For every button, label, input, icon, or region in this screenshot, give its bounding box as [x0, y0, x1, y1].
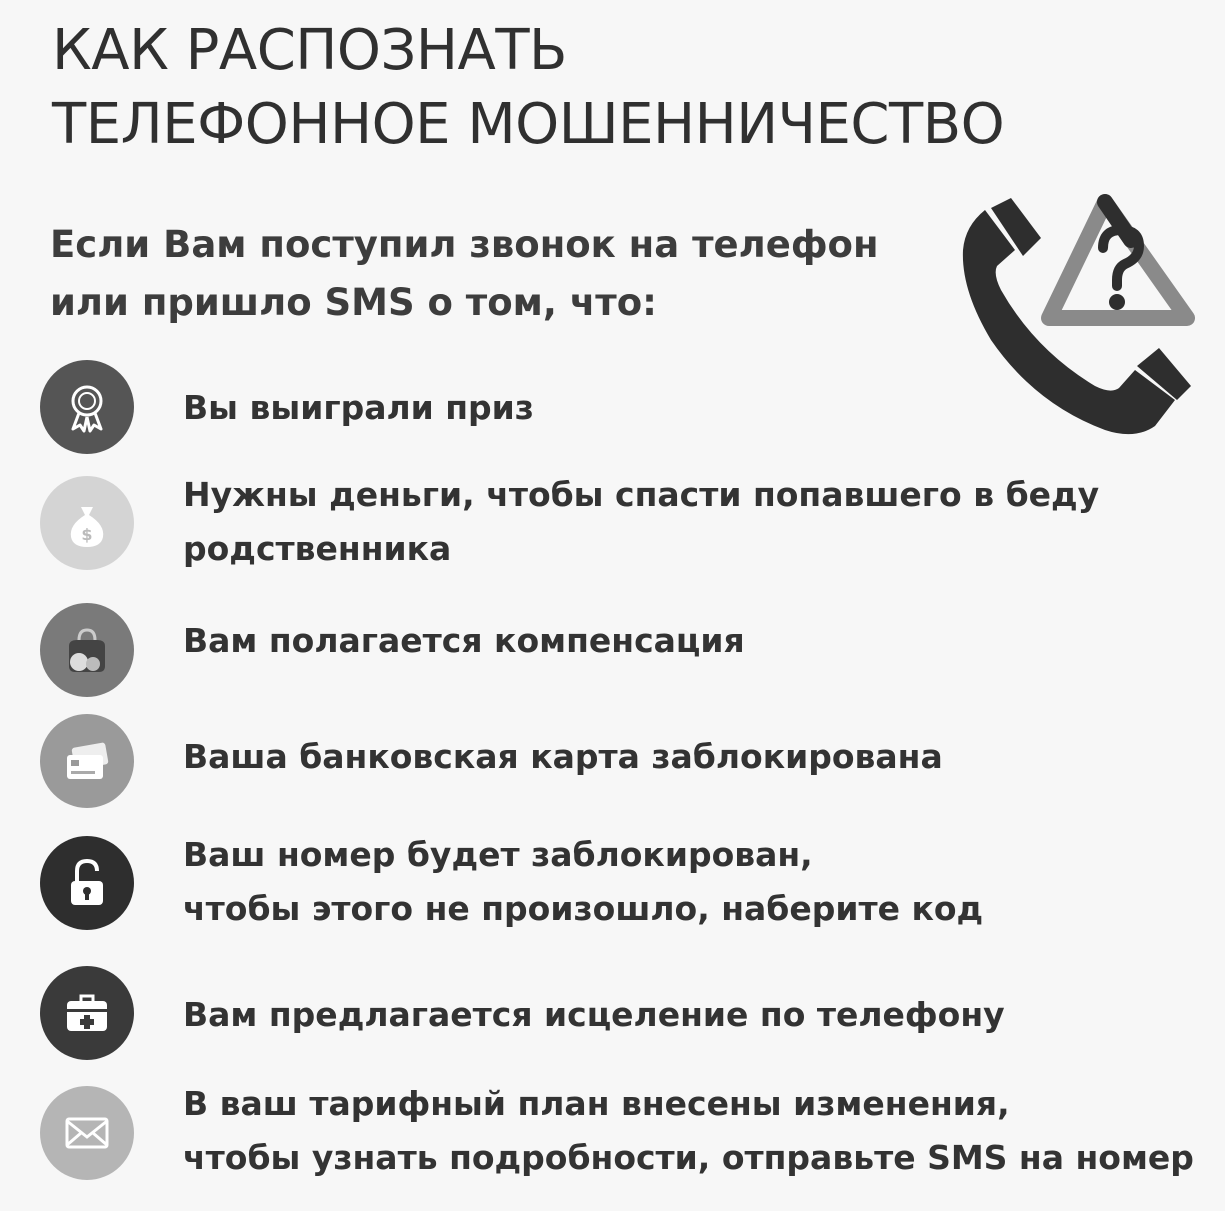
list-item-line: родственника — [183, 529, 452, 568]
list-item-text — [183, 988, 1005, 1042]
intro-line-2: или пришло SMS о том, что: — [50, 281, 657, 324]
award-ribbon-icon — [40, 360, 134, 454]
list-item-line: В ваш тарифный план внесены изменения, — [183, 1084, 1010, 1123]
list-item-line: Ваша банковская карта заблокирована — [183, 737, 943, 776]
unlocked-padlock-icon — [40, 836, 134, 930]
intro-line-1: Если Вам поступил звонок на телефон — [50, 223, 879, 266]
list-item-text — [183, 614, 745, 668]
title-line-1: КАК РАСПОЗНАТЬ — [52, 18, 567, 83]
first-aid-kit-icon — [40, 966, 134, 1060]
bank-cards-icon — [40, 714, 134, 808]
list-item-line: Вам предлагается исцеление по телефону — [183, 995, 1005, 1034]
money-bag-icon — [40, 476, 134, 570]
list-item-text — [183, 828, 983, 936]
list-item-text — [183, 468, 1099, 576]
list-item-line: Вы выиграли приз — [183, 388, 534, 427]
list-item-text — [183, 1077, 1194, 1185]
intro-text — [50, 216, 879, 332]
envelope-icon — [40, 1086, 134, 1180]
list-item-line: чтобы этого не произошло, наберите код — [183, 889, 984, 928]
purse-coins-icon — [40, 603, 134, 697]
list-item-line: чтобы узнать подробности, отправьте SMS на номер — [183, 1138, 1194, 1177]
list-item-text — [183, 381, 534, 435]
list-item-text — [183, 730, 943, 784]
page-title — [52, 14, 1004, 162]
list-item-line: Вам полагается компенсация — [183, 621, 745, 660]
phone-warning-icon — [955, 190, 1195, 440]
title-line-2: ТЕЛЕФОННОЕ МОШЕННИЧЕСТВО — [52, 92, 1005, 157]
list-item-line: Нужны деньги, чтобы спасти попавшего в беду — [183, 475, 1100, 514]
list-item-line: Ваш номер будет заблокирован, — [183, 835, 813, 874]
svg-text:$: $ — [81, 525, 93, 544]
